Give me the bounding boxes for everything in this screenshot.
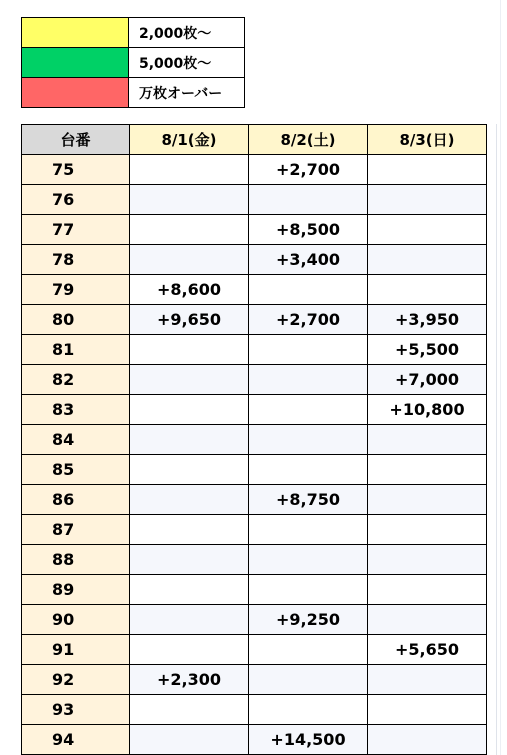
legend-label[interactable]: 万枚オーバー bbox=[129, 78, 245, 108]
payout-cell[interactable] bbox=[130, 335, 249, 365]
payout-cell[interactable] bbox=[249, 575, 368, 605]
table-row bbox=[22, 485, 487, 515]
payout-cell[interactable]: +5,650 bbox=[368, 635, 487, 665]
payout-cell[interactable] bbox=[130, 485, 249, 515]
payout-cell[interactable]: +2,700 bbox=[249, 305, 368, 335]
table-row bbox=[22, 335, 487, 365]
payout-cell[interactable]: +8,750 bbox=[249, 485, 368, 515]
table-row bbox=[22, 725, 487, 755]
table-row bbox=[22, 305, 487, 335]
payout-cell[interactable]: +9,650 bbox=[130, 305, 249, 335]
payout-cell[interactable] bbox=[368, 665, 487, 695]
payout-cell[interactable] bbox=[249, 275, 368, 305]
payout-cell[interactable] bbox=[368, 605, 487, 635]
machine-number-cell[interactable]: 84 bbox=[22, 425, 130, 455]
payout-cell[interactable] bbox=[130, 455, 249, 485]
table-row bbox=[22, 185, 487, 215]
machine-number-cell[interactable]: 87 bbox=[22, 515, 130, 545]
machine-number-cell[interactable]: 78 bbox=[22, 245, 130, 275]
machine-number-cell[interactable]: 93 bbox=[22, 695, 130, 725]
machine-number-cell[interactable]: 83 bbox=[22, 395, 130, 425]
payout-cell[interactable] bbox=[249, 665, 368, 695]
payout-cell[interactable] bbox=[368, 545, 487, 575]
payout-cell[interactable]: +7,000 bbox=[368, 365, 487, 395]
payout-cell[interactable] bbox=[368, 215, 487, 245]
legend-label[interactable]: 5,000枚〜 bbox=[129, 48, 245, 78]
payout-cell[interactable] bbox=[130, 425, 249, 455]
payout-cell[interactable] bbox=[368, 575, 487, 605]
table-row bbox=[22, 275, 487, 305]
legend-table bbox=[21, 17, 245, 108]
table-row bbox=[22, 425, 487, 455]
payout-cell[interactable] bbox=[130, 215, 249, 245]
payout-cell[interactable] bbox=[368, 455, 487, 485]
machine-number-cell[interactable]: 91 bbox=[22, 635, 130, 665]
payout-cell[interactable] bbox=[130, 155, 249, 185]
date-header[interactable]: 8/1(金) bbox=[130, 125, 249, 155]
payout-cell[interactable] bbox=[249, 695, 368, 725]
payout-cell[interactable] bbox=[368, 725, 487, 755]
table-row bbox=[22, 365, 487, 395]
table-row bbox=[22, 665, 487, 695]
machine-number-cell[interactable]: 77 bbox=[22, 215, 130, 245]
payout-cell[interactable]: +10,800 bbox=[368, 395, 487, 425]
date-header[interactable]: 8/3(日) bbox=[368, 125, 487, 155]
payout-cell[interactable]: +14,500 bbox=[249, 725, 368, 755]
payout-cell[interactable] bbox=[130, 185, 249, 215]
machine-number-header[interactable]: 台番 bbox=[22, 125, 130, 155]
machine-number-cell[interactable]: 85 bbox=[22, 455, 130, 485]
payout-cell[interactable]: +9,250 bbox=[249, 605, 368, 635]
payout-cell[interactable]: +8,600 bbox=[130, 275, 249, 305]
machine-number-cell[interactable]: 79 bbox=[22, 275, 130, 305]
payout-cell[interactable] bbox=[249, 515, 368, 545]
payout-cell[interactable]: +3,950 bbox=[368, 305, 487, 335]
table-row bbox=[22, 605, 487, 635]
legend-swatch[interactable] bbox=[22, 18, 129, 48]
payout-cell[interactable] bbox=[249, 335, 368, 365]
payout-cell[interactable]: +3,400 bbox=[249, 245, 368, 275]
payout-cell[interactable]: +8,500 bbox=[249, 215, 368, 245]
table-row bbox=[22, 455, 487, 485]
machine-number-cell[interactable]: 80 bbox=[22, 305, 130, 335]
payout-cell[interactable]: +2,700 bbox=[249, 155, 368, 185]
payout-cell[interactable] bbox=[368, 155, 487, 185]
table-row bbox=[22, 635, 487, 665]
payout-cell[interactable] bbox=[130, 545, 249, 575]
table-row bbox=[22, 695, 487, 725]
legend-row bbox=[22, 18, 245, 48]
payout-cell[interactable] bbox=[130, 395, 249, 425]
table-row bbox=[22, 575, 487, 605]
payout-cell[interactable] bbox=[368, 425, 487, 455]
payout-cell[interactable] bbox=[249, 185, 368, 215]
payout-cell[interactable] bbox=[249, 545, 368, 575]
machine-number-cell[interactable]: 92 bbox=[22, 665, 130, 695]
table-row bbox=[22, 515, 487, 545]
payout-cell[interactable] bbox=[130, 695, 249, 725]
payout-cell[interactable] bbox=[249, 395, 368, 425]
payout-cell[interactable] bbox=[368, 695, 487, 725]
payout-cell[interactable] bbox=[249, 365, 368, 395]
payout-cell[interactable] bbox=[130, 725, 249, 755]
machine-number-cell[interactable]: 94 bbox=[22, 725, 130, 755]
table-row bbox=[22, 245, 487, 275]
machine-number-cell[interactable]: 81 bbox=[22, 335, 130, 365]
header-row bbox=[22, 125, 487, 155]
payout-cell[interactable] bbox=[368, 275, 487, 305]
payout-cell[interactable] bbox=[368, 245, 487, 275]
table-row bbox=[22, 155, 487, 185]
date-header[interactable]: 8/2(土) bbox=[249, 125, 368, 155]
payout-cell[interactable] bbox=[130, 245, 249, 275]
legend-swatch[interactable] bbox=[22, 48, 129, 78]
payout-cell[interactable] bbox=[249, 455, 368, 485]
legend-label[interactable]: 2,000枚〜 bbox=[129, 18, 245, 48]
payout-cell[interactable] bbox=[130, 515, 249, 545]
payout-cell[interactable] bbox=[368, 515, 487, 545]
payout-cell[interactable] bbox=[130, 605, 249, 635]
table-row bbox=[22, 395, 487, 425]
payout-cell[interactable] bbox=[130, 635, 249, 665]
machine-number-cell[interactable]: 75 bbox=[22, 155, 130, 185]
payout-cell[interactable] bbox=[130, 575, 249, 605]
table-row bbox=[22, 215, 487, 245]
payout-cell[interactable]: +5,500 bbox=[368, 335, 487, 365]
legend-swatch[interactable] bbox=[22, 78, 129, 108]
payout-cell[interactable] bbox=[130, 365, 249, 395]
machine-number-cell[interactable]: 82 bbox=[22, 365, 130, 395]
legend-row bbox=[22, 48, 245, 78]
payout-cell[interactable]: +2,300 bbox=[130, 665, 249, 695]
payout-cell[interactable] bbox=[249, 635, 368, 665]
gridline bbox=[496, 124, 497, 755]
machine-number-cell[interactable]: 76 bbox=[22, 185, 130, 215]
payout-cell[interactable] bbox=[368, 185, 487, 215]
payout-cell[interactable] bbox=[368, 485, 487, 515]
table-row bbox=[22, 545, 487, 575]
legend-row bbox=[22, 78, 245, 108]
machine-number-cell[interactable]: 89 bbox=[22, 575, 130, 605]
gridline bbox=[500, 0, 501, 755]
machine-number-cell[interactable]: 88 bbox=[22, 545, 130, 575]
machine-number-cell[interactable]: 90 bbox=[22, 605, 130, 635]
machine-number-cell[interactable]: 86 bbox=[22, 485, 130, 515]
payout-cell[interactable] bbox=[249, 425, 368, 455]
payout-table bbox=[21, 124, 487, 755]
